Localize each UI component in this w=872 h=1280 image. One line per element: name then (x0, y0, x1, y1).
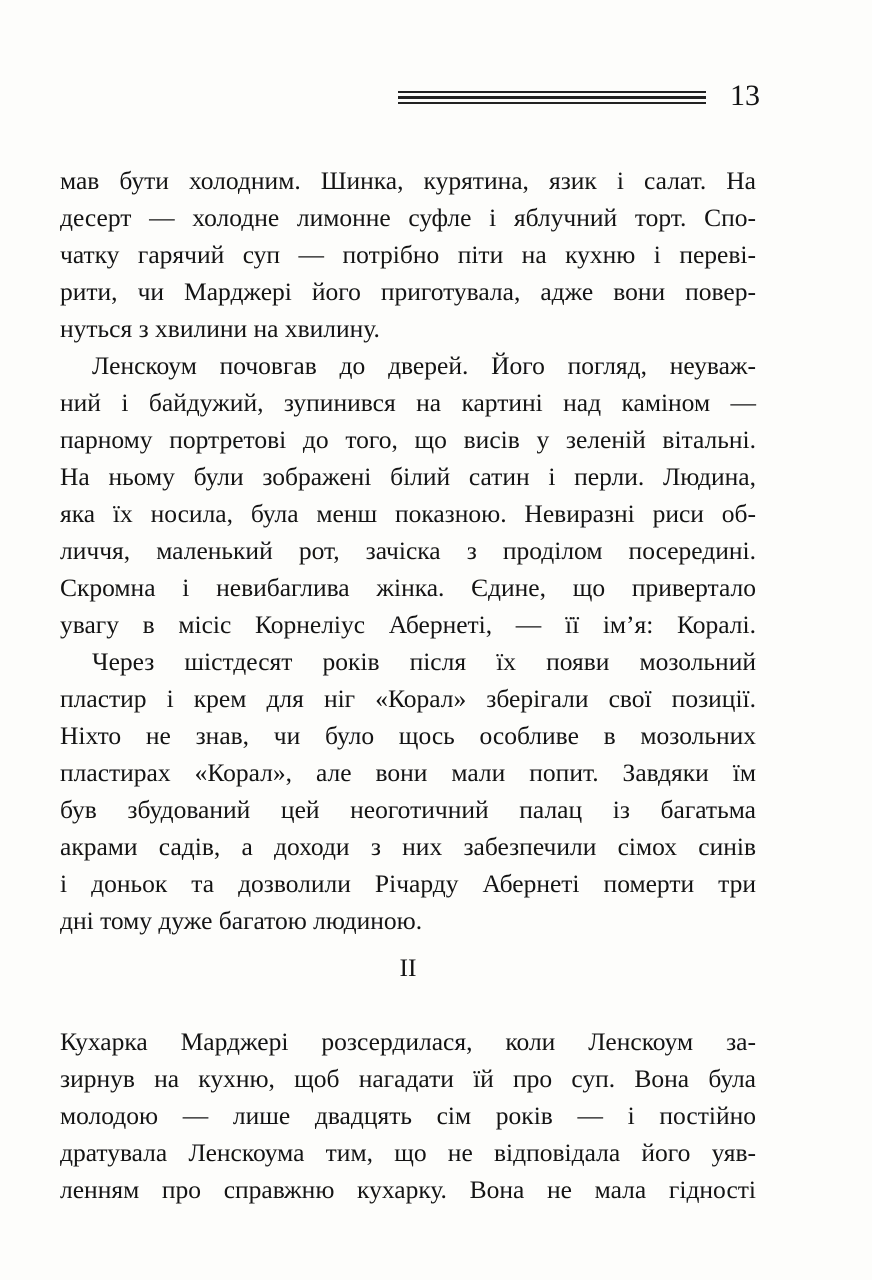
section-heading: II (399, 953, 417, 982)
text-line: Ніхто не знав, чи було щось особливе в мозольних (60, 721, 756, 750)
text-line: зирнув на кухню, щоб нагадати їй про суп. Вона була (60, 1064, 756, 1093)
text-line: яка їх носила, була менш показною. Невиразні риси об- (60, 499, 756, 528)
text-line: пластир і крем для ніг «Корал» зберігали свої позиції. (60, 684, 756, 713)
text-line: увагу в місіс Корнеліус Абернеті, — її ім’я: Коралі. (60, 610, 756, 639)
text-line: Кухарка Марджері розсердилася, коли Ленскоум за- (60, 1027, 756, 1056)
text-line: пластирах «Корал», але вони мали попит. Завдяки їм (60, 758, 756, 787)
paragraph (60, 162, 756, 347)
header-rule (398, 96, 706, 99)
text-line: і доньок та дозволили Річарду Абернеті померти три (60, 869, 756, 898)
text-line: мав бути холодним. Шинка, курятина, язик і салат. На (60, 166, 756, 195)
text-line: Ленскоум почовгав до дверей. Його погляд, неуваж- (92, 351, 756, 380)
header-rule (398, 102, 706, 104)
text-line: акрами садів, а доходи з них забезпечили сімох синів (60, 832, 756, 861)
paragraph (60, 1023, 756, 1208)
page-number: 13 (730, 79, 760, 112)
text-line: ленням про справжню кухарку. Вона не мала гідності (60, 1175, 756, 1204)
running-header (398, 79, 778, 114)
page-body (60, 162, 756, 1208)
text-line: дратувала Ленскоума тим, що не відповідала його уяв- (60, 1138, 756, 1167)
text-line: Через шістдесят років після їх появи мозольний (92, 647, 756, 676)
text-line: парному портретові до того, що висів у зеленій вітальні. (60, 425, 756, 454)
text-line: Скромна і невибаглива жінка. Єдине, що привертало (60, 573, 756, 602)
paragraph (60, 643, 756, 939)
text-line: На ньому були зображені білий сатин і перли. Людина, (60, 462, 756, 491)
paragraph (60, 347, 756, 643)
text-line: личчя, маленький рот, зачіска з проділом посередині. (60, 536, 756, 565)
text-line: був збудований цей неоготичний палац із багатьма (60, 795, 756, 824)
text-line: молодою — лише двадцять сім років — і постійно (60, 1101, 756, 1130)
text-line: десерт — холодне лимонне суфле і яблучний торт. Спо- (60, 203, 756, 232)
text-line: рити, чи Марджері його приготувала, адже вони повер- (60, 277, 756, 306)
text-line: ний і байдужий, зупинився на картині над каміном — (60, 388, 756, 417)
text-line: нуться з хвилини на хвилину. (60, 314, 380, 343)
text-line: дні тому дуже багатою людиною. (60, 906, 423, 935)
header-rule (398, 91, 706, 93)
text-line: чатку гарячий суп — потрібно піти на кухню і переві- (60, 240, 756, 269)
